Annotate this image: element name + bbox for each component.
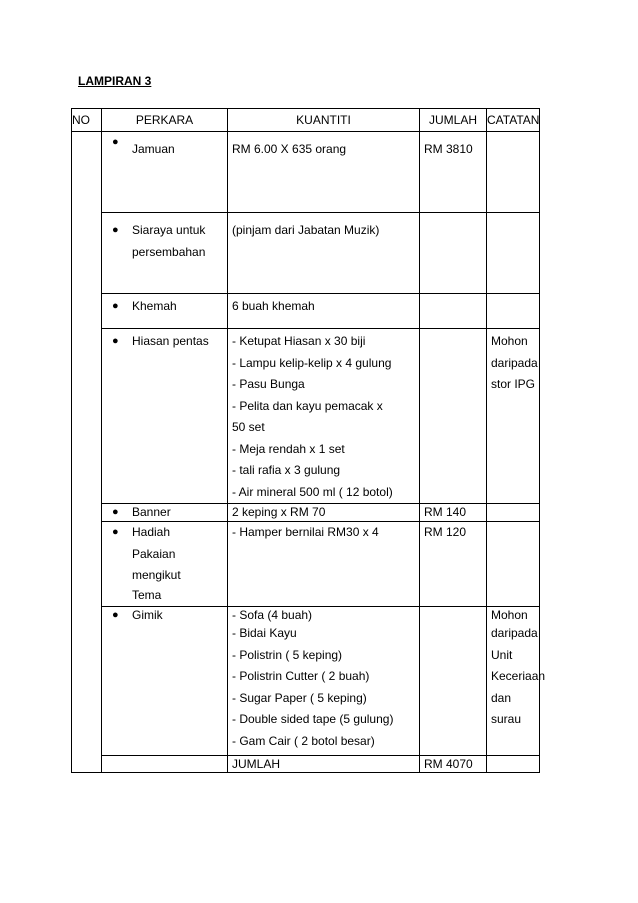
catatan-cell [487, 213, 540, 294]
perkara-text: Jamuan [132, 142, 175, 156]
catatan-text: Unit [491, 647, 513, 662]
kuantiti-cell [228, 132, 420, 213]
total-row [72, 756, 540, 773]
kuantiti-text: RM 6.00 X 635 orang [232, 142, 347, 156]
bullet-icon: ● [112, 136, 119, 148]
catatan-cell [487, 756, 540, 773]
perkara-text: Banner [132, 505, 171, 519]
table-row [72, 522, 540, 607]
perkara-text: Pakaian [132, 546, 176, 561]
total-label-cell [228, 756, 420, 773]
jumlah-cell [420, 504, 487, 522]
perkara-text: Siaraya untuk [132, 223, 206, 237]
header-kuantiti: KUANTITI [228, 109, 420, 132]
jumlah-cell [420, 329, 487, 504]
jumlah-cell [420, 522, 487, 607]
jumlah-text: RM 3810 [424, 142, 473, 156]
total-label: JUMLAH [232, 757, 281, 771]
jumlah-cell [420, 132, 487, 213]
jumlah-text: RM 140 [424, 505, 467, 519]
jumlah-cell [420, 213, 487, 294]
header-jumlah: JUMLAH [420, 109, 487, 132]
catatan-cell [487, 132, 540, 213]
kuantiti-text: - Sofa (4 buah) [232, 608, 313, 622]
table-header-row [72, 109, 540, 132]
kuantiti-text: - Polistrin Cutter ( 2 buah) [232, 669, 370, 683]
catatan-text: Keceriaan [491, 669, 546, 683]
catatan-cell [487, 294, 540, 329]
catatan-cell [487, 607, 546, 756]
kuantiti-text: - Pasu Bunga [232, 377, 305, 391]
perkara-text: Tema [132, 587, 162, 602]
bullet-icon: ● [112, 300, 119, 312]
kuantiti-text: - Pelita dan kayu pemacak x [232, 398, 383, 413]
table-row [72, 294, 540, 329]
perkara-cell [102, 756, 228, 773]
bullet-icon: ● [112, 609, 119, 621]
table-row [72, 329, 540, 504]
bullet-icon: ● [112, 526, 119, 538]
kuantiti-text: 50 set [232, 420, 265, 434]
kuantiti-text: - Meja rendah x 1 set [232, 441, 345, 456]
catatan-text: Mohon [491, 608, 528, 622]
perkara-text: Hiasan pentas [132, 334, 209, 348]
kuantiti-text: - Sugar Paper ( 5 keping) [232, 690, 367, 705]
header-catatan: CATATAN [487, 109, 540, 132]
kuantiti-cell [228, 213, 420, 294]
bullet-icon: ● [112, 335, 119, 347]
kuantiti-text: - Polistrin ( 5 keping) [232, 647, 343, 662]
catatan-text: daripada [491, 626, 538, 640]
bullet-icon: ● [112, 506, 119, 518]
perkara-cell [102, 329, 228, 504]
jumlah-cell [420, 607, 487, 756]
perkara-text: mengikut [132, 568, 181, 582]
jumlah-cell [420, 294, 487, 329]
kuantiti-cell [228, 522, 420, 607]
perkara-cell [102, 522, 228, 607]
catatan-text: stor IPG [491, 377, 536, 391]
kuantiti-text: - Bidai Kayu [232, 626, 297, 640]
kuantiti-cell [228, 504, 420, 522]
perkara-cell [102, 213, 228, 294]
kuantiti-cell [228, 329, 420, 504]
catatan-cell [487, 522, 540, 607]
perkara-cell [102, 607, 228, 756]
total-value-cell [420, 756, 487, 773]
catatan-text: dan surau [491, 690, 522, 726]
kuantiti-text: - Hamper bernilai RM30 x 4 [232, 525, 379, 539]
kuantiti-text: - tali rafia x 3 gulung [232, 463, 341, 477]
table-row [72, 607, 540, 756]
kuantiti-text: 2 keping x RM 70 [232, 505, 326, 519]
kuantiti-text: - Double sided tape (5 gulung) [232, 712, 394, 726]
header-no: NO [72, 109, 102, 132]
perkara-cell [102, 132, 228, 213]
perkara-text: Khemah [132, 299, 177, 313]
perkara-text: Hadiah [132, 525, 171, 539]
page-title: LAMPIRAN 3 [78, 74, 152, 88]
catatan-text: Mohon [491, 334, 528, 348]
table-row [72, 213, 540, 294]
catatan-cell [487, 504, 540, 522]
perkara-text: Gimik [132, 608, 163, 622]
header-perkara: PERKARA [102, 109, 228, 132]
no-cell [72, 132, 102, 773]
kuantiti-cell [228, 607, 420, 756]
kuantiti-text: - Lampu kelip-kelip x 4 gulung [232, 355, 392, 370]
kuantiti-text: - Gam Cair ( 2 botol besar) [232, 733, 375, 748]
total-value: RM 4070 [424, 757, 473, 771]
perkara-text: persembahan [132, 244, 206, 259]
kuantiti-cell [228, 294, 420, 329]
kuantiti-text: 6 buah khemah [232, 299, 315, 313]
bullet-icon: ● [112, 224, 119, 236]
table-row [72, 132, 540, 213]
kuantiti-text: - Air mineral 500 ml ( 12 botol) [232, 484, 393, 499]
budget-table [71, 108, 546, 773]
jumlah-text: RM 120 [424, 525, 467, 539]
perkara-cell [102, 504, 228, 522]
perkara-cell [102, 294, 228, 329]
kuantiti-text: - Ketupat Hiasan x 30 biji [232, 334, 366, 348]
table-row [72, 504, 540, 522]
catatan-text: daripada [491, 355, 538, 370]
catatan-cell [487, 329, 540, 504]
kuantiti-text: (pinjam dari Jabatan Muzik) [232, 223, 380, 237]
